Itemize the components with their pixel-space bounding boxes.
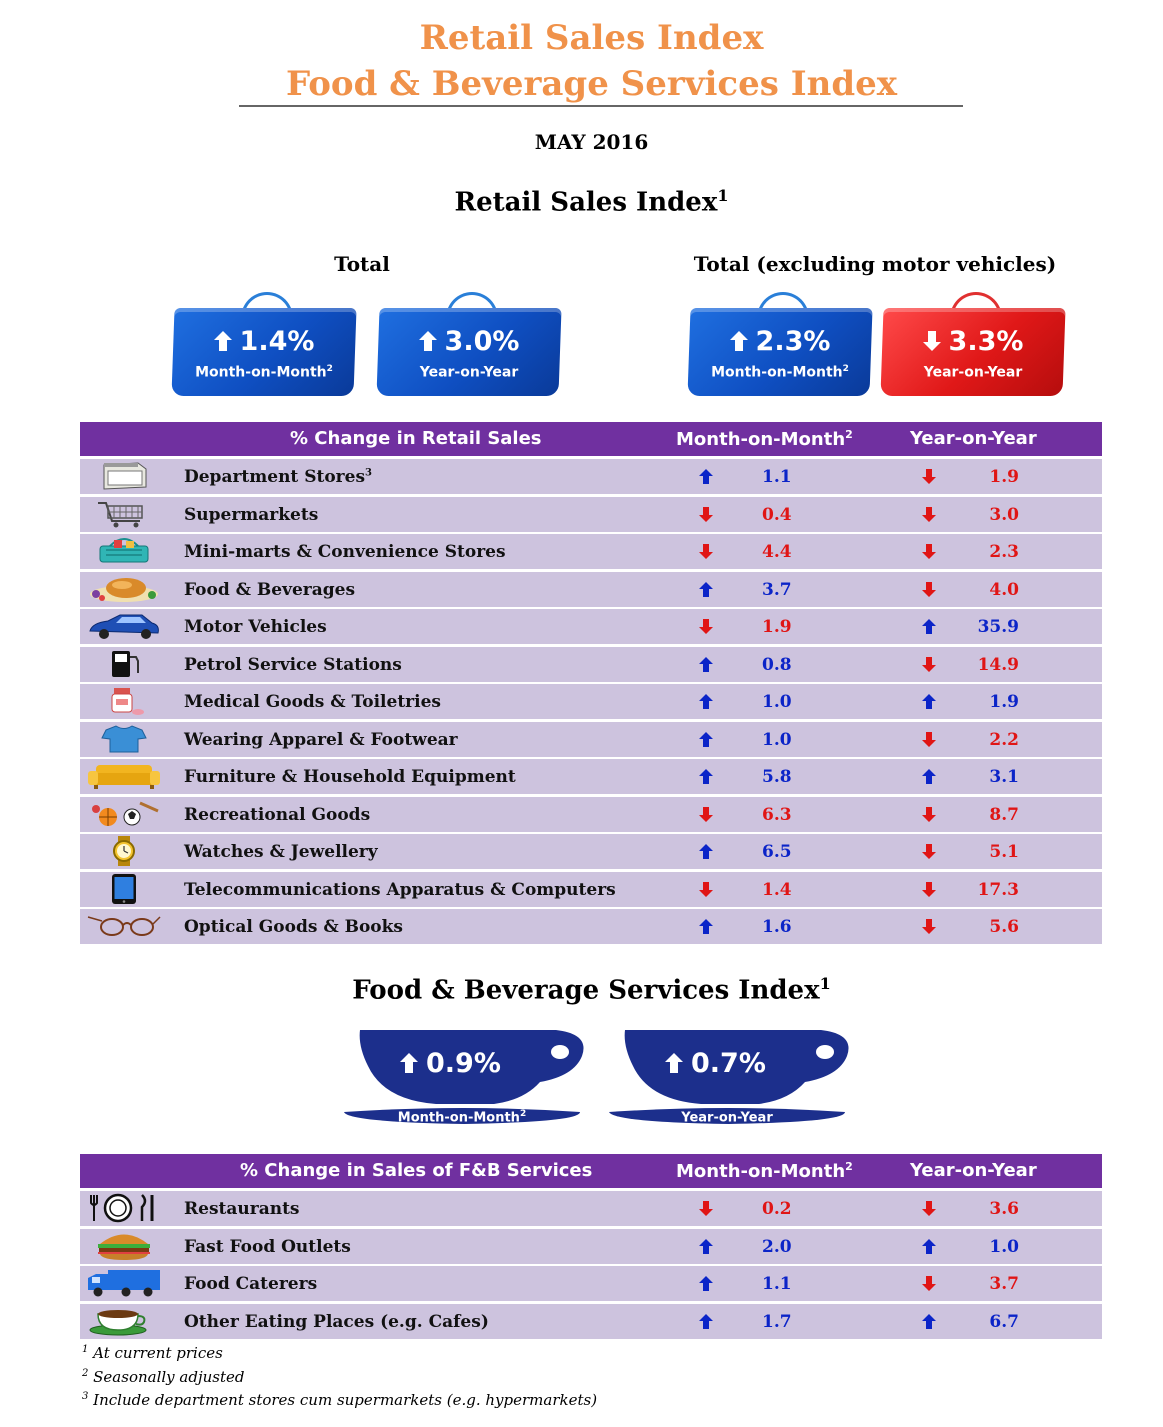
yoy-value: 1.9	[989, 692, 1019, 712]
yoy-value: 2.3	[989, 542, 1019, 562]
arrow-up-icon	[922, 769, 936, 784]
arrow-down-icon	[922, 882, 936, 897]
bag-value: 2.3%	[689, 326, 871, 357]
arrow-up-icon	[699, 732, 713, 747]
category-name: Other Eating Places (e.g. Cafes)	[184, 1311, 489, 1332]
arrow-up-icon	[699, 1239, 713, 1254]
report-title-line1: Retail Sales Index	[419, 18, 764, 58]
arrow-down-icon	[699, 1201, 713, 1216]
arrow-up-icon	[699, 1276, 713, 1291]
table-row	[80, 909, 1102, 944]
yoy-value: 14.9	[977, 654, 1019, 675]
bag-value: 3.3%	[882, 326, 1064, 357]
arrow-down-icon	[923, 331, 941, 351]
arrow-down-icon	[699, 882, 713, 897]
fuel-pump-icon	[86, 649, 162, 679]
arrow-down-icon	[699, 807, 713, 822]
arrow-down-icon	[922, 844, 936, 859]
mom-value: 1.7	[762, 1311, 792, 1332]
yoy-value: 8.7	[989, 804, 1019, 825]
category-name: Petrol Service Stations	[184, 654, 402, 675]
arrow-up-icon	[419, 331, 437, 351]
category-name: Recreational Goods	[184, 804, 371, 825]
car-icon	[86, 611, 162, 641]
category-name: Food & Beverages	[184, 579, 356, 600]
bag-label: Year-on-Year	[419, 364, 519, 381]
bag-value: 3.0%	[378, 326, 560, 357]
summary-cup-2	[609, 1026, 855, 1130]
table-row	[80, 647, 1102, 682]
table-row	[80, 497, 1102, 532]
yoy-value: 5.1	[989, 842, 1019, 862]
mom-value: 5.8	[762, 767, 792, 787]
arrow-down-icon	[699, 544, 713, 559]
mom-value: 0.4	[762, 504, 792, 525]
summary-bag-4	[882, 292, 1064, 398]
arrow-up-icon	[214, 331, 232, 351]
yoy-value: 4.0	[989, 579, 1019, 600]
mom-value: 1.9	[762, 617, 792, 637]
sofa-icon	[86, 761, 162, 791]
arrow-down-icon	[922, 807, 936, 822]
footnote: $^3$ Include department stores cum supermarkets (e.g. hypermarkets)	[82, 1391, 598, 1409]
mom-value: 1.1	[762, 1274, 792, 1294]
arrow-down-icon	[922, 1276, 936, 1291]
report-period: MAY 2016	[534, 130, 649, 154]
mom-value: 0.8	[762, 654, 792, 675]
bag-value: 1.4%	[173, 326, 355, 357]
yoy-value: 17.3	[977, 879, 1019, 900]
arrow-down-icon	[699, 619, 713, 634]
table-row	[80, 572, 1102, 607]
arrow-down-icon	[922, 582, 936, 597]
department-store-icon	[86, 461, 162, 491]
tablet-icon	[86, 874, 162, 904]
retail-header-mom: Month-on-Month$^2$	[676, 428, 853, 450]
table-row	[80, 459, 1102, 494]
mom-value: 4.4	[762, 542, 792, 562]
bag-label: Year-on-Year	[923, 364, 1023, 381]
category-name: Restaurants	[184, 1199, 300, 1219]
mom-value: 1.6	[762, 917, 792, 937]
plate-cutlery-icon	[86, 1193, 162, 1223]
retail-heading: Retail Sales Index$^1$	[454, 186, 729, 218]
cup-label: Month-on-Month$^2$	[397, 1109, 527, 1126]
medicine-icon	[86, 686, 162, 716]
arrow-up-icon	[730, 331, 748, 351]
arrow-down-icon	[922, 507, 936, 522]
mom-value: 3.7	[762, 579, 792, 600]
arrow-up-icon	[699, 469, 713, 484]
category-name: Department Stores$^3$	[184, 467, 372, 487]
arrow-up-icon	[699, 1314, 713, 1329]
yoy-value: 35.9	[977, 617, 1019, 637]
arrow-up-icon	[699, 657, 713, 672]
arrow-up-icon	[699, 769, 713, 784]
arrow-up-icon	[922, 1239, 936, 1254]
table-row	[80, 834, 1102, 869]
table-row	[80, 1266, 1102, 1301]
category-name: Fast Food Outlets	[184, 1236, 351, 1257]
summary-bag-3	[689, 292, 871, 398]
roast-chicken-icon	[86, 574, 162, 604]
cup-value: 0.9%	[400, 1048, 501, 1079]
watch-icon	[86, 836, 162, 866]
category-name: Furniture & Household Equipment	[184, 767, 516, 787]
category-name: Mini-marts & Convenience Stores	[184, 542, 506, 562]
arrow-up-icon	[699, 694, 713, 709]
bag-label: Month-on-Month$^2$	[711, 364, 849, 381]
fnb-table-header	[80, 1154, 1102, 1188]
table-row	[80, 1191, 1102, 1226]
bag-label: Month-on-Month$^2$	[195, 364, 333, 381]
delivery-truck-icon	[86, 1268, 162, 1298]
fnb-header-category: % Change in Sales of F&B Services	[240, 1160, 593, 1181]
tshirt-icon	[86, 724, 162, 754]
arrow-up-icon	[665, 1053, 683, 1073]
fnb-header-mom: Month-on-Month$^2$	[676, 1160, 853, 1182]
report-title-line2: Food & Beverage Services Index	[285, 64, 898, 104]
arrow-up-icon	[922, 694, 936, 709]
arrow-up-icon	[699, 844, 713, 859]
table-row	[80, 759, 1102, 794]
table-row	[80, 609, 1102, 644]
shopping-cart-icon	[86, 499, 162, 529]
mom-value: 1.4	[762, 879, 792, 900]
yoy-value: 3.7	[989, 1274, 1019, 1294]
arrow-down-icon	[922, 732, 936, 747]
table-row	[80, 872, 1102, 907]
arrow-up-icon	[699, 582, 713, 597]
retail-header-yoy: Year-on-Year	[910, 428, 1037, 449]
shopping-basket-icon	[86, 536, 162, 566]
arrow-down-icon	[922, 657, 936, 672]
total-label: Total	[334, 252, 390, 276]
mom-value: 6.3	[762, 804, 792, 825]
mom-value: 2.0	[762, 1236, 792, 1257]
category-name: Watches & Jewellery	[184, 842, 378, 862]
category-name: Telecommunications Apparatus & Computers	[184, 879, 616, 900]
arrow-down-icon	[699, 507, 713, 522]
mom-value: 1.0	[762, 729, 792, 750]
yoy-value: 6.7	[989, 1311, 1019, 1332]
retail-header-category: % Change in Retail Sales	[290, 428, 542, 449]
summary-bag-2	[378, 292, 560, 398]
arrow-down-icon	[922, 919, 936, 934]
retail-table-header	[80, 422, 1102, 456]
arrow-up-icon	[400, 1053, 418, 1073]
yoy-value: 2.2	[989, 729, 1019, 750]
table-row	[80, 684, 1102, 719]
footnote: $^1$ At current prices	[82, 1344, 223, 1362]
summary-bag-1	[173, 292, 355, 398]
coffee-cup-icon	[86, 1306, 162, 1336]
category-name: Motor Vehicles	[184, 617, 327, 637]
category-name: Optical Goods & Books	[184, 917, 403, 937]
category-name: Supermarkets	[184, 504, 319, 525]
mom-value: 1.1	[762, 467, 792, 487]
title-divider	[239, 105, 963, 107]
category-name: Medical Goods & Toiletries	[184, 692, 441, 712]
yoy-value: 1.9	[989, 467, 1019, 487]
yoy-value: 3.1	[989, 767, 1019, 787]
summary-cup-1	[344, 1026, 590, 1130]
yoy-value: 3.0	[989, 504, 1019, 525]
table-row	[80, 1229, 1102, 1264]
yoy-value: 3.6	[989, 1199, 1019, 1219]
yoy-value: 1.0	[989, 1236, 1019, 1257]
glasses-icon	[86, 911, 162, 941]
total-excl-motor-label: Total (excluding motor vehicles)	[693, 252, 1057, 276]
mom-value: 0.2	[762, 1199, 792, 1219]
arrow-up-icon	[922, 619, 936, 634]
table-row	[80, 534, 1102, 569]
arrow-up-icon	[922, 1314, 936, 1329]
fnb-heading: Food & Beverage Services Index$^1$	[352, 974, 831, 1006]
cup-value: 0.7%	[665, 1048, 766, 1079]
table-row	[80, 722, 1102, 757]
category-name: Wearing Apparel & Footwear	[184, 729, 458, 750]
arrow-down-icon	[922, 544, 936, 559]
fnb-header-yoy: Year-on-Year	[910, 1160, 1037, 1181]
mom-value: 6.5	[762, 842, 792, 862]
burger-icon	[86, 1231, 162, 1261]
table-row	[80, 1304, 1102, 1339]
arrow-up-icon	[699, 919, 713, 934]
footnote: $^2$ Seasonally adjusted	[82, 1367, 245, 1386]
sports-balls-icon	[86, 799, 162, 829]
arrow-down-icon	[922, 469, 936, 484]
table-row	[80, 797, 1102, 832]
mom-value: 1.0	[762, 692, 792, 712]
arrow-down-icon	[922, 1201, 936, 1216]
category-name: Food Caterers	[184, 1274, 318, 1294]
yoy-value: 5.6	[989, 917, 1019, 937]
cup-label: Year-on-Year	[681, 1110, 773, 1126]
